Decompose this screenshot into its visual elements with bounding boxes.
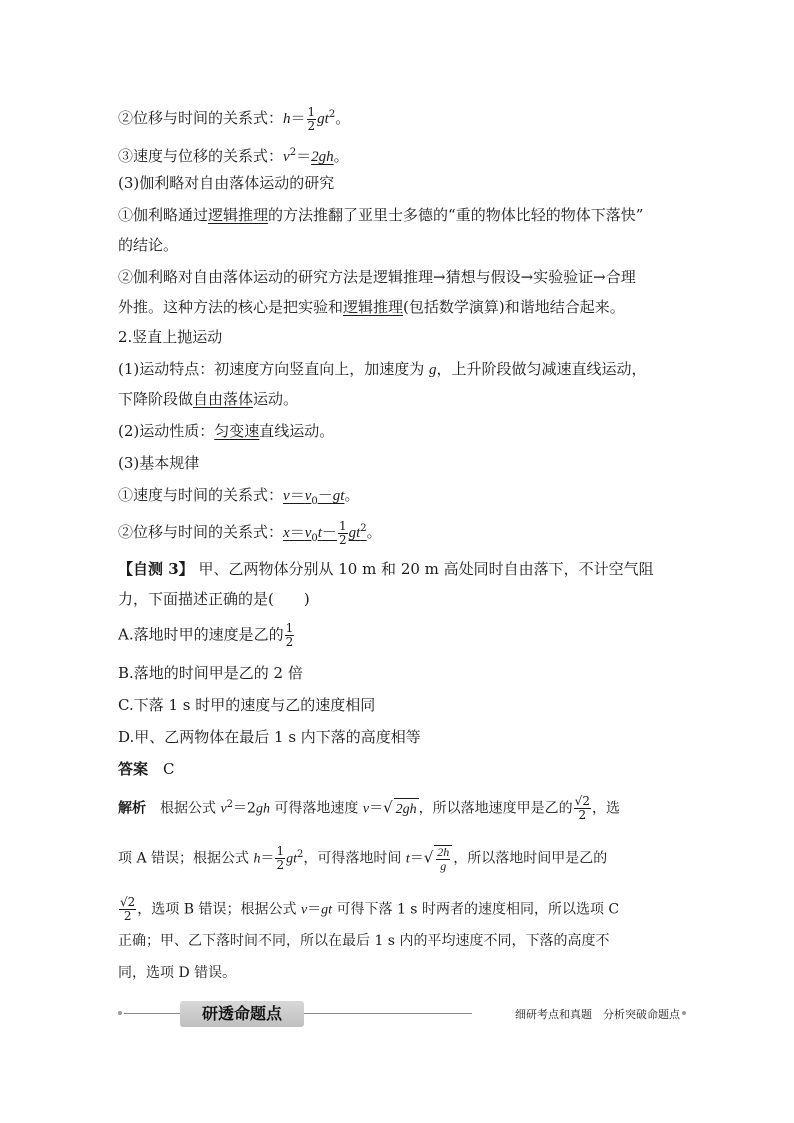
motion-features-line-2	[118, 388, 298, 410]
numerator: 1	[307, 104, 316, 119]
exponent: 2	[328, 109, 336, 120]
subscript: 0	[311, 533, 318, 544]
text: ，可得落地时间	[303, 850, 406, 867]
text: 下降阶段做	[118, 390, 194, 408]
option-b: B.落地的时间甲是乙的 2 倍	[118, 664, 303, 682]
banner-dot-right	[682, 1011, 686, 1015]
displacement-time-formula	[118, 104, 350, 133]
analysis-line-1: 解析 根据公式 $v^2=2gh$ 可得落地速度 v＝√ 2gh ，所以落地速度甲是乙的 $\frac{√2}{2}$ ，选	[118, 794, 620, 823]
var-h: h	[283, 111, 291, 127]
underlined-term: 逻辑推理	[343, 298, 404, 316]
equals: ＝	[290, 109, 306, 127]
fraction	[275, 845, 285, 872]
text: ②位移与时间的关系式：	[118, 109, 284, 127]
basic-rules-heading: (3)基本规律	[118, 454, 200, 472]
var-gt: gt	[286, 851, 297, 867]
question-stem-line-1	[118, 558, 654, 580]
minus: －	[317, 486, 333, 504]
denominator: 2	[276, 858, 285, 873]
fraction	[338, 520, 348, 547]
velocity-time-formula	[118, 484, 359, 513]
equals: ＝	[289, 486, 305, 504]
period: 。	[333, 147, 349, 165]
banner-subtitle: 细研考点和真题 分析突破命题点	[515, 1008, 680, 1021]
banner-rule-left	[124, 1013, 180, 1014]
text: ，选	[591, 800, 620, 817]
text: 项 A 错误；根据公式	[118, 850, 254, 867]
analysis-line-3	[118, 896, 619, 923]
var-t: t	[317, 525, 322, 541]
numerator: 2	[582, 794, 590, 809]
denominator: g	[440, 858, 447, 873]
equals: ＝	[409, 850, 424, 867]
motion-features-line-1	[118, 358, 647, 381]
var-v: v	[300, 902, 308, 918]
var-g: g	[429, 362, 437, 378]
var-gt: gt	[348, 525, 361, 541]
underlined-term: 匀变速	[214, 422, 260, 440]
numerator: 1	[285, 621, 294, 635]
text: ，所以落地时间甲是乙的	[453, 850, 608, 867]
text: 可得下落 1 s 时两者的速度相同，所以选项 C	[332, 901, 620, 918]
text: ①伽利略通过	[118, 206, 209, 224]
motion-nature	[118, 420, 334, 442]
text: A.落地时甲的速度是乙的	[118, 625, 284, 644]
galileo-line-2: 的结论。	[118, 236, 179, 254]
text: (2)运动性质：	[118, 422, 215, 440]
galileo-method-line-1: ②伽利略对自由落体运动的研究方法是逻辑推理→猜想与假设→实验验证→合理	[118, 268, 636, 286]
option-d: D.甲、乙两物体在最后 1 s 内下落的高度相等	[118, 728, 421, 746]
banner-rule-middle	[304, 1013, 472, 1014]
displacement-time-formula-2	[118, 518, 382, 550]
analysis-label: 解析	[118, 800, 146, 817]
equals: ＝2	[233, 800, 256, 817]
denominator: 2	[338, 532, 347, 547]
galileo-line-1	[118, 204, 643, 226]
text: 运动。	[253, 390, 299, 408]
equals: ＝	[296, 147, 312, 165]
var-h: h	[253, 851, 261, 867]
text: 根据公式	[146, 800, 221, 817]
period: 。	[335, 109, 351, 127]
equals: ＝	[369, 800, 384, 817]
var-2gh: 2gh	[311, 149, 334, 165]
exponent: 2	[289, 147, 297, 158]
answer-value: C	[163, 760, 175, 778]
text: ③速度与位移的关系式：	[118, 147, 284, 165]
equals: ＝	[289, 523, 305, 541]
var-gh: gh	[255, 801, 270, 817]
denominator: 2	[285, 635, 294, 649]
fraction: $\frac{√2}{2}$	[574, 794, 590, 823]
fraction: $\frac{√2}{2}$	[120, 895, 136, 923]
underlined-term: 自由落体	[193, 390, 254, 408]
fraction	[307, 106, 317, 133]
numerator: 1	[338, 518, 347, 533]
var-gt: gt	[332, 488, 345, 504]
galileo-method-line-2	[118, 296, 625, 318]
sqrt-fraction	[434, 845, 452, 873]
text: 外推。这种方法的核心是把实验和	[118, 298, 344, 316]
var-gt: gt	[321, 902, 333, 918]
text: ②位移与时间的关系式：	[118, 523, 284, 541]
var-gt: gt	[317, 111, 329, 127]
text: 直线运动。	[259, 422, 335, 440]
section-heading-vertical-throw: 2.竖直上抛运动	[118, 328, 223, 346]
var-v: v	[283, 149, 290, 165]
var-v0: v	[304, 488, 312, 504]
var-v: v	[362, 801, 370, 817]
option-c: C.下落 1 s 时甲的速度与乙的速度相同	[118, 696, 376, 714]
numerator: 1	[276, 844, 285, 859]
banner-dot-left	[118, 1011, 122, 1015]
galileo-heading: (3)伽利略对自由落体运动的研究	[118, 174, 335, 192]
answer-line	[118, 758, 175, 780]
period: 。	[344, 486, 360, 504]
fraction	[285, 622, 295, 649]
answer-label: 答案	[118, 760, 149, 778]
text: ①速度与时间的关系式：	[118, 486, 284, 504]
var-x: x	[283, 525, 290, 541]
exponent: 2	[297, 849, 304, 860]
text: 可得落地速度	[269, 800, 363, 817]
var-v0: v	[304, 525, 312, 541]
text: ，上升阶段做匀减速直线运动，	[436, 360, 647, 378]
subscript: 0	[311, 496, 318, 507]
analysis-line-5: 同，选项 D 错误。	[118, 965, 237, 981]
var-t: t	[405, 851, 410, 867]
text: (1)运动特点：初速度方向竖直向上，加速度为	[118, 360, 430, 378]
analysis-line-2: 项 A 错误；根据公式 h＝ $\frac{1}{2}$ $gt^2$，可得落地时间 t＝√ $\frac{2h}{g}$ ，所以落地时间甲是乙的	[118, 844, 608, 873]
section-banner	[118, 999, 680, 1029]
question-stem-line-2: 力，下面描述正确的是( )	[118, 590, 310, 608]
question-tag: 【自测 3】	[118, 560, 194, 578]
var-v: v	[220, 801, 227, 817]
option-a	[118, 622, 295, 649]
exponent: 2	[226, 799, 234, 810]
equals: ＝	[260, 850, 275, 867]
analysis-line-4: 正确；甲、乙下落时间不同，所以在最后 1 s 内的平均速度不同，下落的高度不	[118, 933, 610, 949]
minus: －	[321, 523, 337, 541]
text: (包括数学演算)和谐地结合起来。	[403, 298, 625, 316]
denominator: 2	[578, 808, 587, 823]
text: 的方法推翻了亚里士多德的“重的物体比轻的物体下落快”	[268, 206, 644, 224]
text: ，选项 B 错误；根据公式	[137, 901, 301, 918]
exponent: 2	[360, 523, 367, 534]
equals: ＝	[307, 901, 322, 918]
sqrt-2gh: 2gh	[394, 798, 419, 821]
velocity-displacement-formula	[118, 142, 349, 168]
numerator: 2h	[437, 844, 450, 859]
denominator: 2	[307, 118, 316, 133]
text: ，所以落地速度甲是乙的	[418, 800, 573, 817]
var-v: v	[283, 488, 290, 504]
denominator: 2	[123, 909, 132, 923]
text: 甲、乙两物体分别从 10 m 和 20 m 高处同时自由落下，不计空气阻	[193, 560, 654, 578]
banner-title: 研透命题点	[180, 1001, 304, 1027]
numerator: 2	[127, 895, 136, 909]
period: 。	[366, 523, 382, 541]
underlined-term: 逻辑推理	[208, 206, 269, 224]
